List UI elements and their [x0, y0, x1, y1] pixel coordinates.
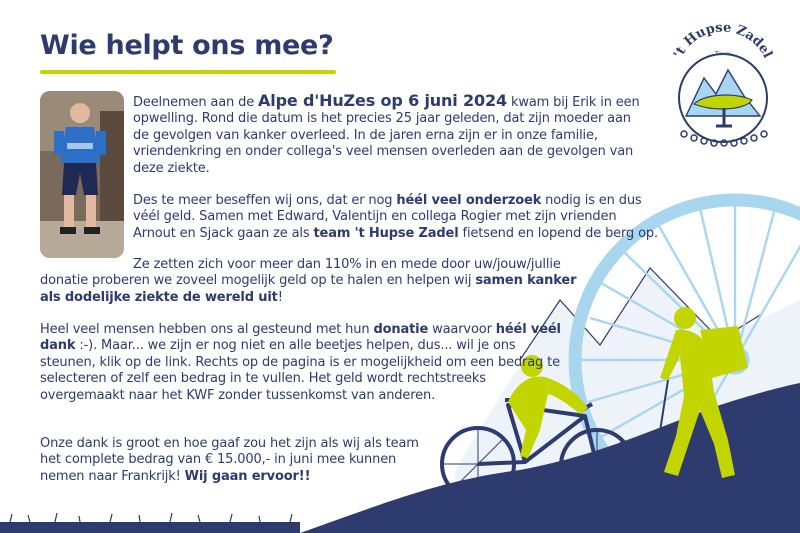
highlight-closing: Wij gaan ervoor!!	[184, 468, 311, 484]
highlight-research: héél veel onderzoek	[396, 193, 542, 208]
paragraph-commitment: Ze zetten zich voor meer dan 110% in en mede door uw/jouw/jullie donatie proberen we zoveel mogelijk geld op te halen en helpen wij samen kanker als dodelijke ziekte de wereld uit!	[40, 257, 577, 305]
highlight-donation: donatie	[373, 322, 429, 337]
title-underline	[40, 70, 336, 74]
paragraph-intro: Deelnemen aan de Alpe d'HuZes op 6 juni 2024 kwam bij Erik in een opwelling. Rond die datum is het precies 25 jaar geleden, dat zijn moeder aan de gevolgen van kanker overleed. In de jaren erna zijn er in onze familie, vriendenkring en onder collega's veel mensen overleden aan de gevolgen van deze ziekte.	[133, 91, 640, 176]
paragraph-goal: Onze dank is groot en hoe gaaf zou het zijn als wij als team het complete bedrag van € 15.000,- in juni mee kunnen nemen naar Frankrijk! Wij gaan ervoor!!	[40, 436, 419, 484]
paragraph-donations: Heel veel mensen hebben ons al gesteund met hun donatie waarvoor héél véél dank :-). Maar... we zijn er nog niet en alle beetjes helpen, dus... wil je ons steunen, klik op de link. Rechts op de pagina is er mogelijkheid om een bedrag te selecteren of zelf een bedrag in te vullen. Het geld wordt rechtstreeks overgemaakt naar het KWF zonder tussenkomst van anderen.	[40, 322, 561, 403]
erik-photo	[40, 91, 124, 258]
highlight-event: Alpe d'HuZes op 6 juni 2024	[258, 91, 507, 110]
highlight-thanks: héél véél dank	[40, 322, 561, 354]
logo-text: 't Hupse Zadel	[671, 20, 775, 61]
page-title: Wie helpt ons mee?	[40, 30, 334, 61]
highlight-mission: samen kanker als dodelijke ziekte de wereld uit	[40, 273, 577, 305]
team-logo	[664, 12, 782, 152]
paragraph-research: Des te meer beseffen wij ons, dat er nog héél veel onderzoek nodig is en dus véél geld. Samen met Edward, Valentijn en collega Rogier met zijn vrienden Arnout en Sjack gaan ze als team 't Hupse Zadel fietsend en lopend de berg op.	[133, 193, 658, 241]
highlight-team: team 't Hupse Zadel	[313, 225, 459, 241]
